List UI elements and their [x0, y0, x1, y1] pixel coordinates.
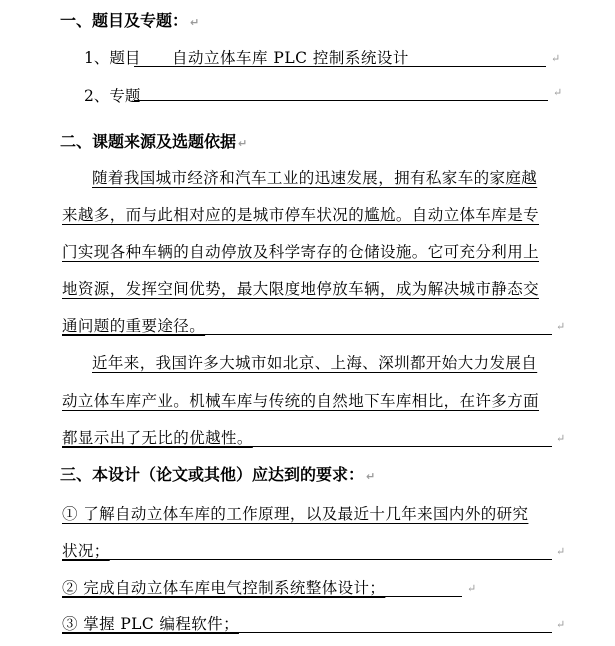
- requirement-2-underline: [62, 596, 462, 597]
- paragraph-1-line-5-text: 通问题的重要途径。: [62, 317, 206, 335]
- heading-text: 三、本设计（论文或其他）应达到的要求：: [60, 465, 365, 484]
- section-2-heading: [60, 129, 247, 152]
- paragraph-mark-icon: ↵: [556, 432, 566, 445]
- requirement-3-underline: [62, 632, 552, 633]
- requirement-3-text: ③ 掌握 PLC 编程软件；: [62, 615, 239, 633]
- paragraph-2-line-3: [62, 426, 253, 448]
- paragraph-mark-icon: ↵: [366, 470, 376, 483]
- paragraph-mark-icon: ↵: [556, 618, 566, 631]
- paragraph-mark-icon: ↵: [467, 582, 477, 595]
- section-1-heading: [60, 8, 199, 31]
- paragraph-1-line-4: 地资源，发挥空间优势，最大限度地停放车辆，成为解决城市静态交: [62, 280, 540, 298]
- paragraph-mark-icon: ↵: [556, 545, 566, 558]
- requirement-2: [62, 576, 385, 598]
- paragraph-1-line-2: 来越多，而与此相对应的是城市停车状况的尴尬。自动立体车库是专: [62, 206, 540, 224]
- topic-underline: [134, 66, 546, 67]
- paragraph-mark-icon: ↵: [190, 16, 200, 29]
- topic-label-text: 1、题目: [84, 49, 141, 67]
- heading-text: 二、课题来源及选题依据: [60, 132, 237, 151]
- requirement-1-line-1: ① 了解自动立体车库的工作原理，以及最近十几年来国内外的研究: [62, 505, 529, 523]
- requirement-1-line-2-underline: [62, 559, 552, 560]
- paragraph-1-line-5: [62, 314, 205, 336]
- heading-text: 一、题目及专题：: [60, 11, 189, 30]
- paragraph-mark-icon: ↵: [556, 320, 566, 333]
- subtopic-label-text: 2、专题: [84, 87, 141, 105]
- paragraph-2-line-1: 近年来，我国许多大城市如北京、上海、深圳都开始大力发展自: [92, 354, 538, 372]
- topic-value-text: 自动立体车库 PLC 控制系统设计: [172, 49, 409, 67]
- paragraph-mark-icon: ↵: [553, 86, 563, 99]
- paragraph-1-line-3: 门实现各种车辆的自动停放及科学寄存的仓储设施。它可充分利用上: [62, 243, 540, 261]
- paragraph-mark-icon: ↵: [551, 52, 561, 65]
- paragraph-2-line-3-underline: [62, 446, 552, 447]
- subtopic-underline[interactable]: [134, 100, 548, 101]
- requirement-1-line-2: [62, 539, 110, 561]
- subtopic-label: [84, 84, 140, 106]
- paragraph-mark-icon: ↵: [238, 137, 248, 150]
- requirement-2-text: ② 完成自动立体车库电气控制系统整体设计；: [62, 579, 386, 597]
- paragraph-2-line-2: 动立体车库产业。机械车库与传统的自然地下车库相比，在许多方面: [62, 392, 540, 410]
- topic-label: [84, 46, 140, 68]
- paragraph-1-line-5-underline: [62, 334, 552, 335]
- paragraph-2-line-3-text: 都显示出了无比的优越性。: [62, 429, 253, 447]
- requirement-1-line-2-text: 状况；: [62, 542, 110, 560]
- requirement-3: [62, 612, 239, 634]
- topic-value[interactable]: [172, 46, 409, 68]
- paragraph-1-line-1: 随着我国城市经济和汽车工业的迅速发展，拥有私家车的家庭越: [92, 169, 538, 187]
- section-3-heading: [60, 462, 375, 485]
